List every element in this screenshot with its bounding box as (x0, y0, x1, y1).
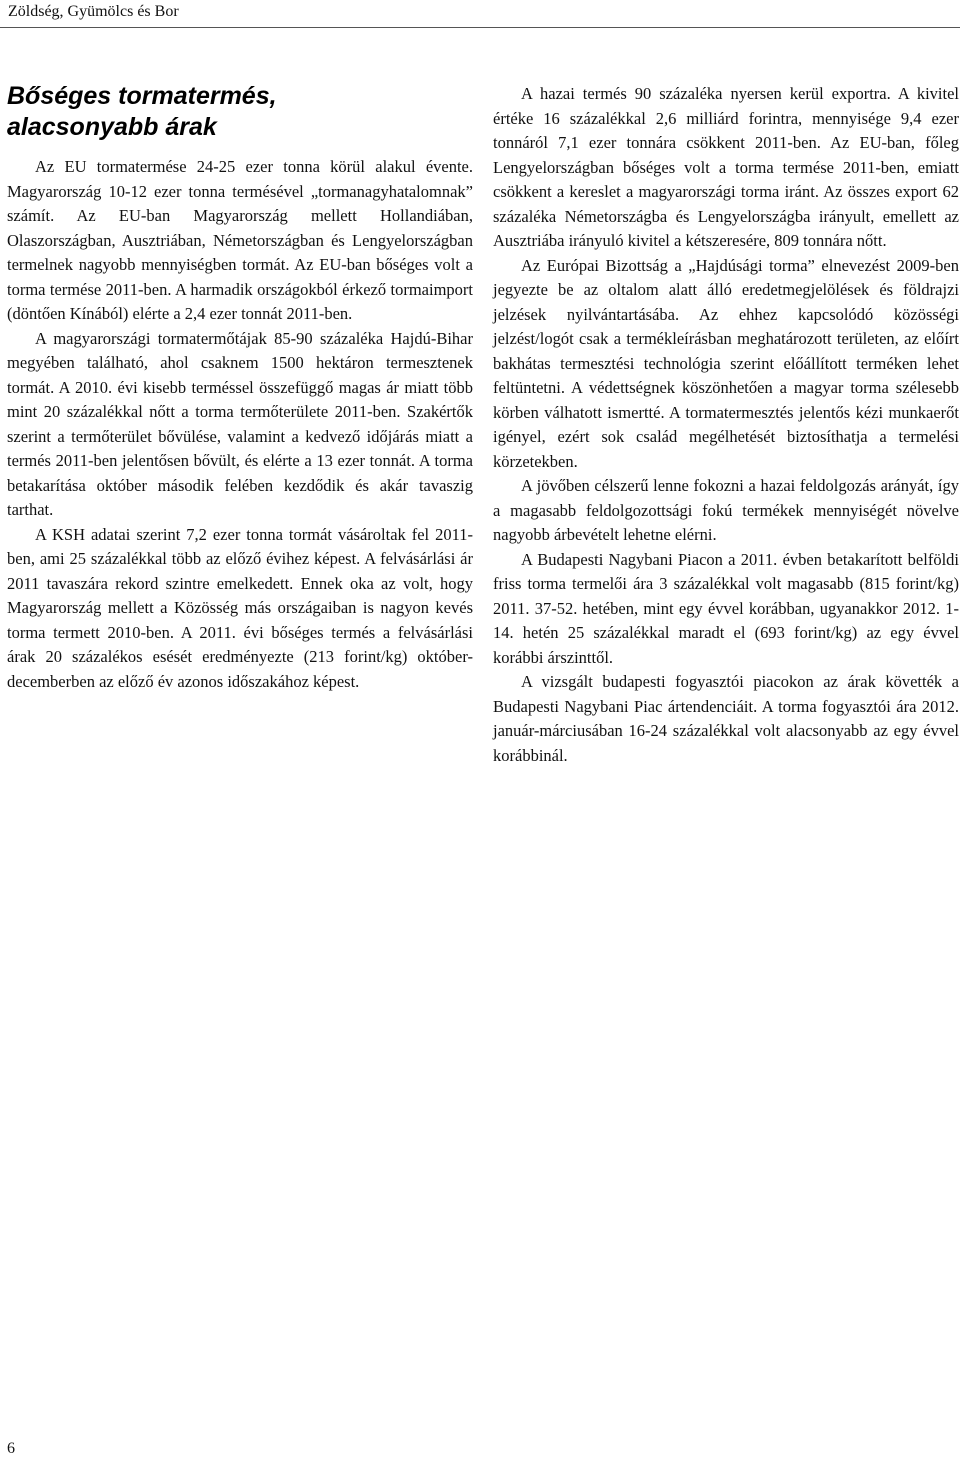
right-paragraph-5: A vizsgált budapesti fogyasztói piacokon az árak követték a Budapesti Nagybani Piac ártendenciáit. A torma fogyasztói ára 2012. január-márciusában 16-24 százalékkal volt alacsonyabb az egy évvel korábbinál. (493, 672, 959, 765)
right-body-text (493, 82, 959, 768)
article-title-line-1: Bőséges tormatermés, (7, 82, 277, 110)
right-paragraph-4: A Budapesti Nagybani Piacon a 2011. évben betakarított belföldi friss torma termelői ára 3 százalékkal volt magasabb (815 forint/kg) 2011. 37-52. hetében, mint egy évvel korábban, ugyanakkor 2012. 1-14. hetén 25 százalékkal maradt el (693 forint/kg) az egy évvel korábbi árszinttől. (493, 549, 959, 667)
left-paragraph-2: A magyarországi tormatermőtájak 85-90 százaléka Hajdú-Bihar megyében található, ahol csaknem 1500 hektáron termesztenek tormát. A 2010. évi kisebb terméssel összefüggő magas ár miatt több mint 20 százalékkal nőtt a torma termőterülete 2011-ben. Szakértők szerint a termőterület bővülése, valamint a kedvező időjárás miatt a termés 2011-ben jelentősen bővült, és elérte a 13 ezer tonnát. A torma betakarítása október második felében kezdődik és akár tavaszig tarthat. (7, 328, 473, 519)
right-paragraph-3: A jövőben célszerű lenne fokozni a hazai feldolgozás arányát, így a magasabb feldolgozottsági fokú termékek mennyiségét növelve nagyobb árbevételt lehetne elérni. (493, 476, 959, 544)
page-number: 6 (7, 1440, 15, 1457)
article-title-line-2: alacsonyabb árak (7, 113, 217, 141)
left-body-text (7, 155, 473, 694)
left-paragraph-3: A KSH adatai szerint 7,2 ezer tonna tormát vásároltak fel 2011-ben, ami 25 százalékkal több az előző évihez képest. A felvásárlási ár 2011 tavaszára rekord szintre emelkedett. Ennek oka az volt, hogy Magyarország mellett a Közösség más országaiban is nagyon kevés torma termett 2010-ben. A 2011. évi bőséges termés a felvásárlási árak 20 százalékos esését eredményezte (213 forint/kg) október-decemberben az előző év azonos időszakához képest. (7, 524, 473, 691)
article-title (7, 81, 277, 143)
right-paragraph-1: A hazai termés 90 százaléka nyersen kerül exportra. A kivitel értéke 16 százalékkal 2,6 milliárd forintra, mennyisége 9,4 ezer tonnáról 7,1 ezer tonnára csökkent 2011-ben. Az EU-ban, főleg Lengyelországban bőséges volt a torma termése 2011-ben, emiatt csökkent a kereslet a magyarországi torma iránt. Az összes export 62 százaléka Németországba és Lengyelországba irányult, emellett az Ausztriába irányuló kivitel a kétszeresére, 809 tonnára nőtt. (493, 84, 959, 250)
header-divider (0, 27, 960, 28)
running-header: Zöldség, Gyümölcs és Bor (8, 3, 179, 20)
left-paragraph-1: Az EU tormatermése 24-25 ezer tonna körül alakul évente. Magyarország 10-12 ezer tonna termésével „tormanagyhatalomnak” számít. Az EU-ban Magyarország mellett Hollandiában, Olaszországban, Ausztriában, Németországban és Lengyelországban termelnek nagyobb mennyiségben tormát. Az EU-ban bőséges volt a torma termése 2011-ben. A harmadik országokból érkező tormaimport (döntően Kínából) elérte a 2,4 ezer tonnát 2011-ben. (7, 157, 473, 323)
right-paragraph-2: Az Európai Bizottság a „Hajdúsági torma” elnevezést 2009-ben jegyezte be az oltalom alatt álló eredetmegjelölések és földrajzi jelzések nyilvántartásába. Az ehhez kapcsolódó közösségi jelzést/logót csak a termékleírásban meghatározott területen, az előírt bakhátas termesztési technológia szerint előállított terméken lehet feltüntetni. A védettségnek köszönhetően a magyar torma szélesebb körben válhatott ismertté. A tormatermesztés jelentős kézi munkaerőt igényel, ezért sok család megélhetését biztosíthatja a termelési körzetekben. (493, 255, 959, 471)
